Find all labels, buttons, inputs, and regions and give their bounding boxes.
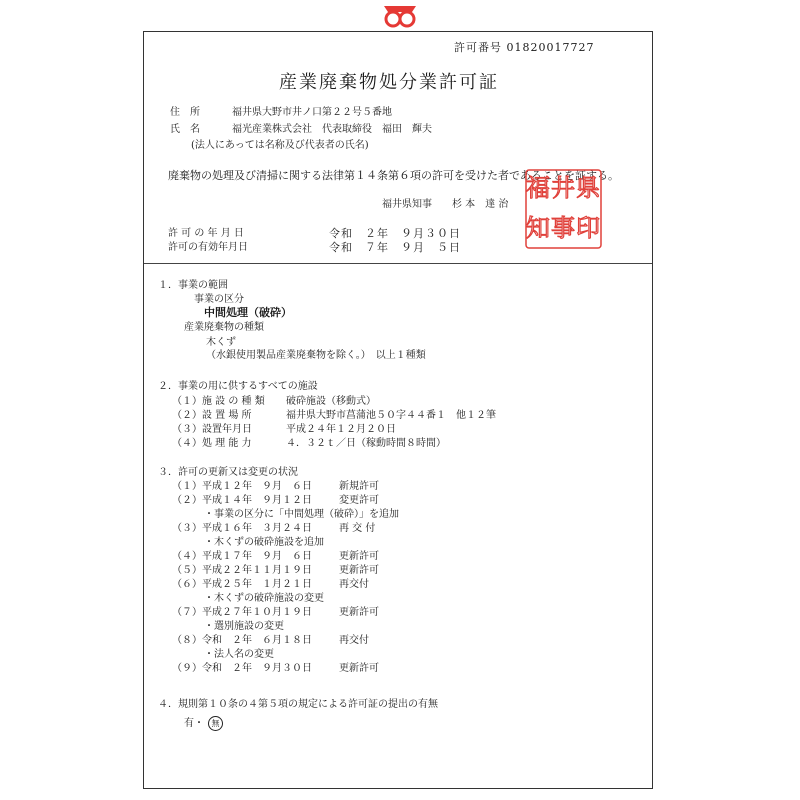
permit-date-value: 令和 ２年 ９月３０日 [329, 227, 461, 240]
answer-yes: 有・ [184, 718, 204, 729]
prefecture-logo-icon [381, 2, 419, 28]
valid-date-label: 許可の有効年月日 [168, 242, 248, 253]
facility-row-label: （４）処 理 能 力 [172, 438, 252, 449]
facility-row-value: ４．３２ｔ／日（稼動時間８時間） [286, 438, 446, 449]
divider [144, 263, 652, 264]
history-note: ・木くずの破砕施設を追加 [204, 537, 324, 548]
valid-date-value: 令和 ７年 ９月 ５日 [329, 241, 461, 254]
address-label: 住 所 [170, 107, 200, 118]
certification-text: 廃棄物の処理及び清掃に関する法律第１４条第６項の許可を受けた者であることを証する。 [168, 169, 619, 182]
section-1-heading: １．事業の範囲 [158, 280, 228, 291]
history-status: 新規許可 [339, 481, 379, 492]
document-title: 産業廃棄物処分業許可証 [279, 72, 499, 93]
svg-text:知: 知 [526, 214, 550, 242]
facility-row-value: 平成２４年１２月２０日 [286, 424, 396, 435]
history-note: ・事業の区分に「中間処理（破砕）」を追加 [204, 509, 399, 520]
section-4-heading: ４．規則第１０条の４第５項の規定による許可証の提出の有無 [158, 699, 438, 710]
facility-row-label: （３）設置年月日 [172, 424, 252, 435]
waste-note: （水銀使用製品産業廃棄物を除く。） 以上１種類 [206, 350, 426, 361]
history-status: 更新許可 [339, 551, 379, 562]
history-note: ・法人名の変更 [204, 649, 274, 660]
section-3-heading: ３．許可の更新又は変更の状況 [158, 467, 298, 478]
svg-text:事: 事 [551, 214, 575, 242]
history-date: （２）平成１４年 ９月１２日 [172, 495, 312, 506]
business-category: 中間処理（破砕） [204, 306, 292, 319]
waste-type: 木くず [206, 337, 236, 348]
history-date: （９）令和 ２年 ９月３０日 [172, 663, 312, 674]
history-date: （１）平成１２年 ９月 ６日 [172, 481, 312, 492]
history-status: 更新許可 [339, 663, 379, 674]
name-label: 氏 名 [170, 124, 200, 135]
history-date: （５）平成２２年１１月１９日 [172, 565, 312, 576]
history-status: 更新許可 [339, 607, 379, 618]
facility-row-label: （２）設 置 場 所 [172, 410, 252, 421]
facility-row-value: 福井県大野市菖蒲池５０字４４番１ 他１２筆 [286, 410, 496, 421]
svg-text:井: 井 [551, 174, 575, 202]
history-date: （６）平成２５年 １月２１日 [172, 579, 312, 590]
answer-no-circled: 無 [208, 716, 223, 731]
governor-seal-icon [524, 168, 603, 250]
governor-name: 福井県知事 杉 本 達 治 [382, 199, 509, 210]
facility-row-value: 破砕施設（移動式） [286, 396, 376, 407]
permit-document [143, 31, 653, 789]
permit-number: 許可番号 01820017727 [454, 41, 595, 54]
history-status: 変更許可 [339, 495, 379, 506]
history-date: （４）平成１７年 ９月 ６日 [172, 551, 312, 562]
name-value: 福光産業株式会社 代表取締役 福田 輝夫 [232, 124, 432, 135]
history-status: 再交付 [339, 579, 369, 590]
history-date: （８）令和 ２年 ６月１８日 [172, 635, 312, 646]
history-date: （３）平成１６年 ３月２４日 [172, 523, 312, 534]
seal-lettering [526, 174, 600, 242]
svg-text:印: 印 [576, 214, 600, 242]
permit-date-label: 許 可 の 年 月 日 [168, 228, 244, 239]
history-note: ・木くずの破砕施設の変更 [204, 593, 324, 604]
name-note: (法人にあっては名称及び代表者の氏名) [191, 140, 369, 151]
facility-row-label: （１）施 設 の 種 類 [172, 396, 265, 407]
history-note: ・選別施設の変更 [204, 621, 284, 632]
address-value: 福井県大野市井ノ口第２２号５番地 [232, 107, 392, 118]
history-date: （７）平成２７年１０月１９日 [172, 607, 312, 618]
history-status: 再交付 [339, 635, 369, 646]
history-status: 更新許可 [339, 565, 379, 576]
svg-text:福: 福 [526, 174, 550, 202]
section-1-sub2: 産業廃棄物の種類 [184, 322, 264, 333]
svg-text:県: 県 [576, 174, 600, 202]
history-status: 再 交 付 [339, 523, 376, 534]
section-1-sub1: 事業の区分 [194, 294, 244, 305]
submission-answer [184, 716, 223, 731]
section-2-heading: ２．事業の用に供するすべての施設 [158, 381, 318, 392]
